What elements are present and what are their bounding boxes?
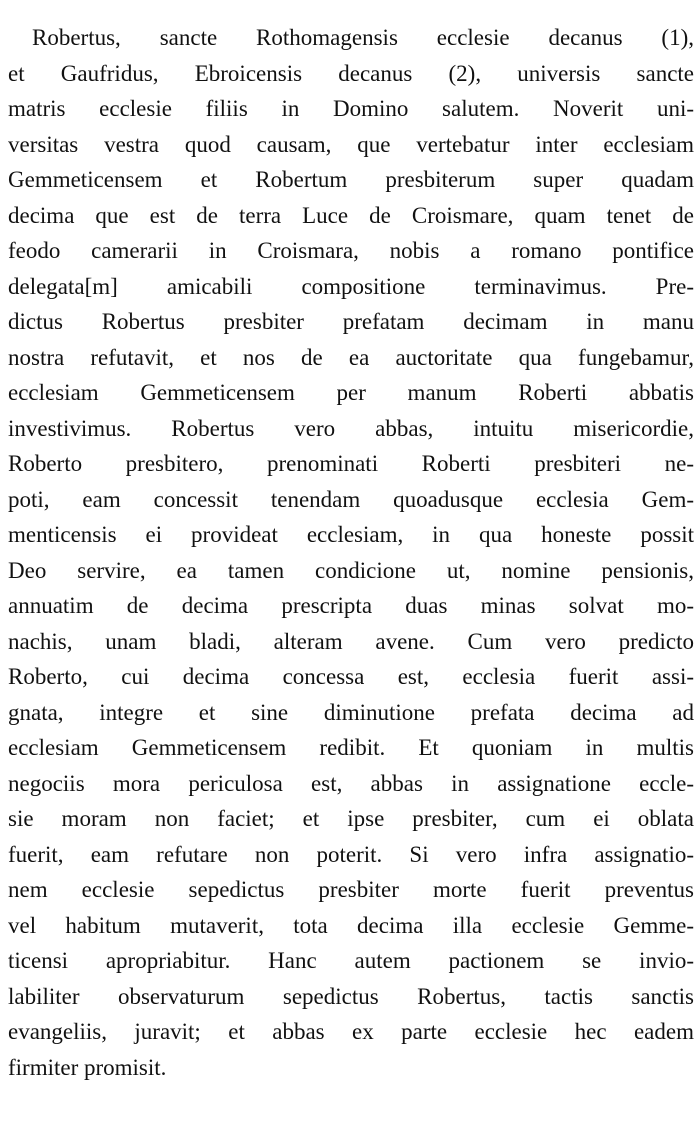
text-line: decima que est de terra Luce de Croismare, quam tenet de: [8, 202, 694, 228]
text-line: Roberto, cui decima concessa est, ecclesia fuerit assi-: [8, 664, 694, 689]
text-line: Roberto presbitero, prenominati Roberti presbiteri ne-: [8, 451, 694, 476]
text-line: annuatim de decima prescripta duas minas solvat mo-: [8, 593, 694, 618]
text-line: Gemmeticensem et Robertum presbiterum super quadam: [8, 167, 694, 192]
text-line: ecclesiam Gemmeticensem redibit. Et quoniam in multis: [8, 735, 694, 760]
text-line: evangeliis, juravit; et abbas ex parte ecclesie hec eadem: [8, 1019, 694, 1044]
text-line: versitas vestra quod causam, que vertebatur inter ecclesiam: [8, 131, 694, 157]
text-line: fuerit, eam refutare non poterit. Si vero infra assignatio-: [8, 841, 694, 867]
text-line: nem ecclesie sepedictus presbiter morte fuerit preventus: [8, 877, 694, 902]
text-line: delegata[m] amicabili compositione terminavimus. Pre-: [8, 273, 694, 299]
text-line: firmiter promisit.: [8, 1054, 167, 1080]
text-line: vel habitum mutaverit, tota decima illa ecclesie Gemme-: [8, 912, 694, 938]
text-line: ecclesiam Gemmeticensem per manum Roberti abbatis: [8, 380, 694, 405]
text-line: feodo camerarii in Croismara, nobis a romano pontifice: [8, 238, 694, 263]
text-line: et Gaufridus, Ebroicensis decanus (2), universis sancte: [8, 60, 694, 86]
charter-paragraph: [8, 20, 694, 1085]
text-line: dictus Robertus presbiter prefatam decimam in manu: [8, 309, 694, 334]
text-line: menticensis ei provideat ecclesiam, in qua honeste possit: [8, 522, 694, 547]
text-line: labiliter observaturum sepedictus Robertus, tactis sanctis: [8, 983, 694, 1009]
text-line: negociis mora periculosa est, abbas in assignatione eccle-: [8, 770, 694, 796]
text-line: nostra refutavit, et nos de ea auctoritate qua fungebamur,: [8, 344, 694, 370]
text-line: matris ecclesie filiis in Domino salutem. Noverit uni-: [8, 96, 694, 121]
text-line: sie moram non faciet; et ipse presbiter, cum ei oblata: [8, 806, 694, 831]
text-line: Deo servire, ea tamen condicione ut, nomine pensionis,: [8, 557, 694, 583]
text-line: investivimus. Robertus vero abbas, intuitu misericordie,: [8, 415, 694, 441]
document-page: [8, 20, 694, 1085]
text-line: ticensi apropriabitur. Hanc autem pactionem se invio-: [8, 948, 694, 973]
text-line: Robertus, sancte Rothomagensis ecclesie decanus (1),: [32, 25, 694, 50]
text-line: poti, eam concessit tenendam quoadusque ecclesia Gem-: [8, 486, 694, 512]
text-line: nachis, unam bladi, alteram avene. Cum vero predicto: [8, 628, 694, 654]
text-line: gnata, integre et sine diminutione prefata decima ad: [8, 699, 694, 725]
